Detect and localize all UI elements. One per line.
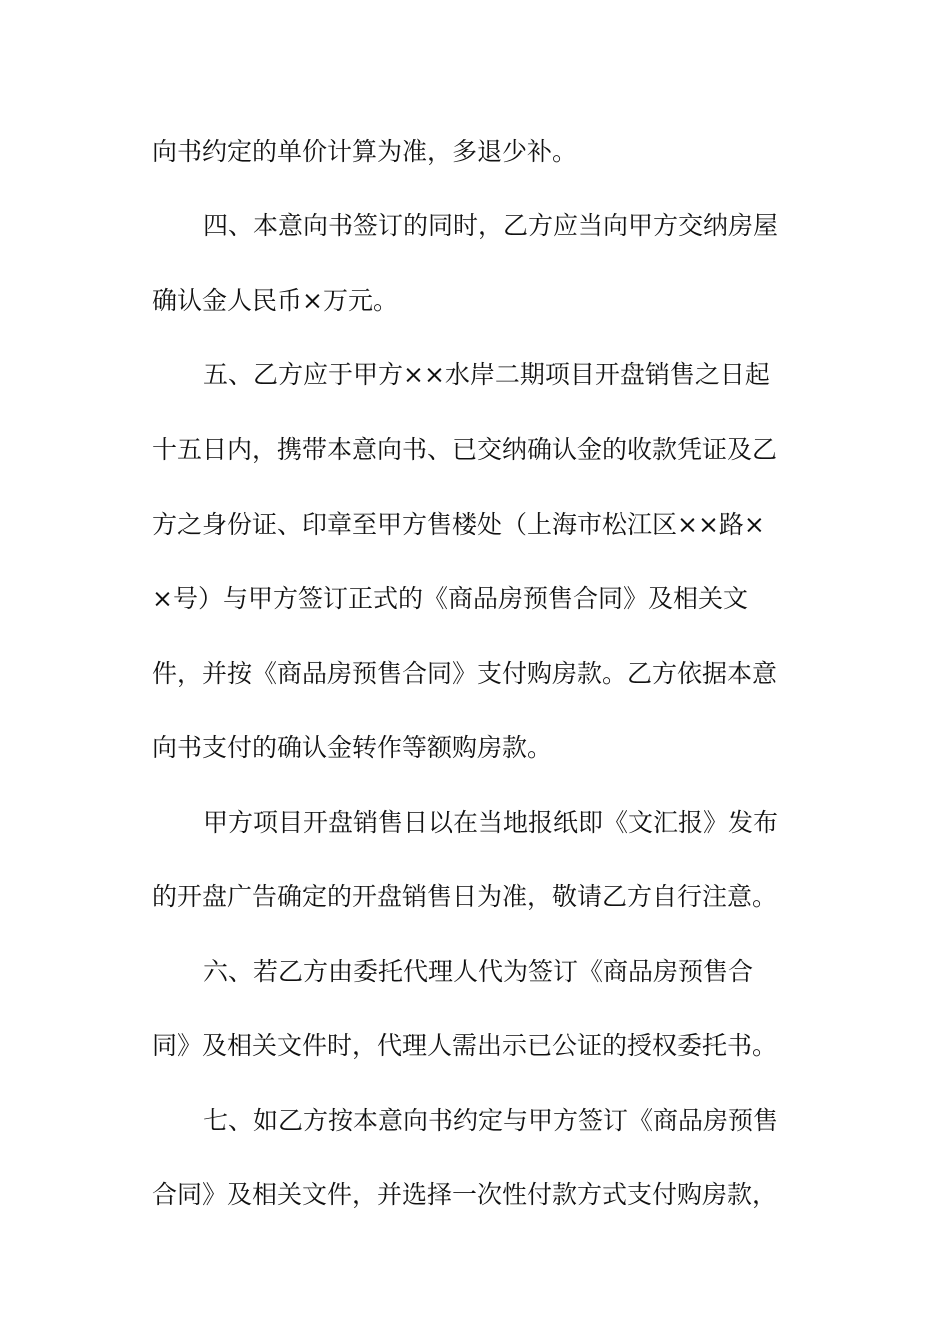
text-line: ×号）与甲方签订正式的《商品房预售合同》及相关文	[152, 584, 748, 613]
text-line: 四、本意向书签订的同时，乙方应当向甲方交纳房屋	[203, 211, 779, 240]
text-line: 向书约定的单价计算为准，多退少补。	[152, 137, 578, 166]
text-line: 六、若乙方由委托代理人代为签订《商品房预售合	[203, 957, 754, 986]
text-line: 合同》及相关文件，并选择一次性付款方式支付购房款，	[152, 1180, 778, 1209]
text-line: 十五日内，携带本意向书、已交纳确认金的收款凭证及乙	[152, 435, 778, 464]
text-line: 同》及相关文件时，代理人需出示已公证的授权委托书。	[152, 1031, 778, 1060]
text-line: 甲方项目开盘销售日以在当地报纸即《文汇报》发布	[203, 808, 779, 837]
text-line: 方之身份证、印章至甲方售楼处（上海市松江区××路×	[152, 510, 765, 539]
text-line: 件，并按《商品房预售合同》支付购房款。乙方依据本意	[152, 659, 778, 688]
text-line: 向书支付的确认金转作等额购房款。	[152, 733, 553, 762]
text-line: 七、如乙方按本意向书约定与甲方签订《商品房预售	[203, 1106, 779, 1135]
text-line: 确认金人民币×万元。	[152, 286, 398, 315]
text-line: 的开盘广告确定的开盘销售日为准，敬请乙方自行注意。	[152, 882, 778, 911]
text-line: 五、乙方应于甲方××水岸二期项目开盘销售之日起	[203, 360, 770, 389]
